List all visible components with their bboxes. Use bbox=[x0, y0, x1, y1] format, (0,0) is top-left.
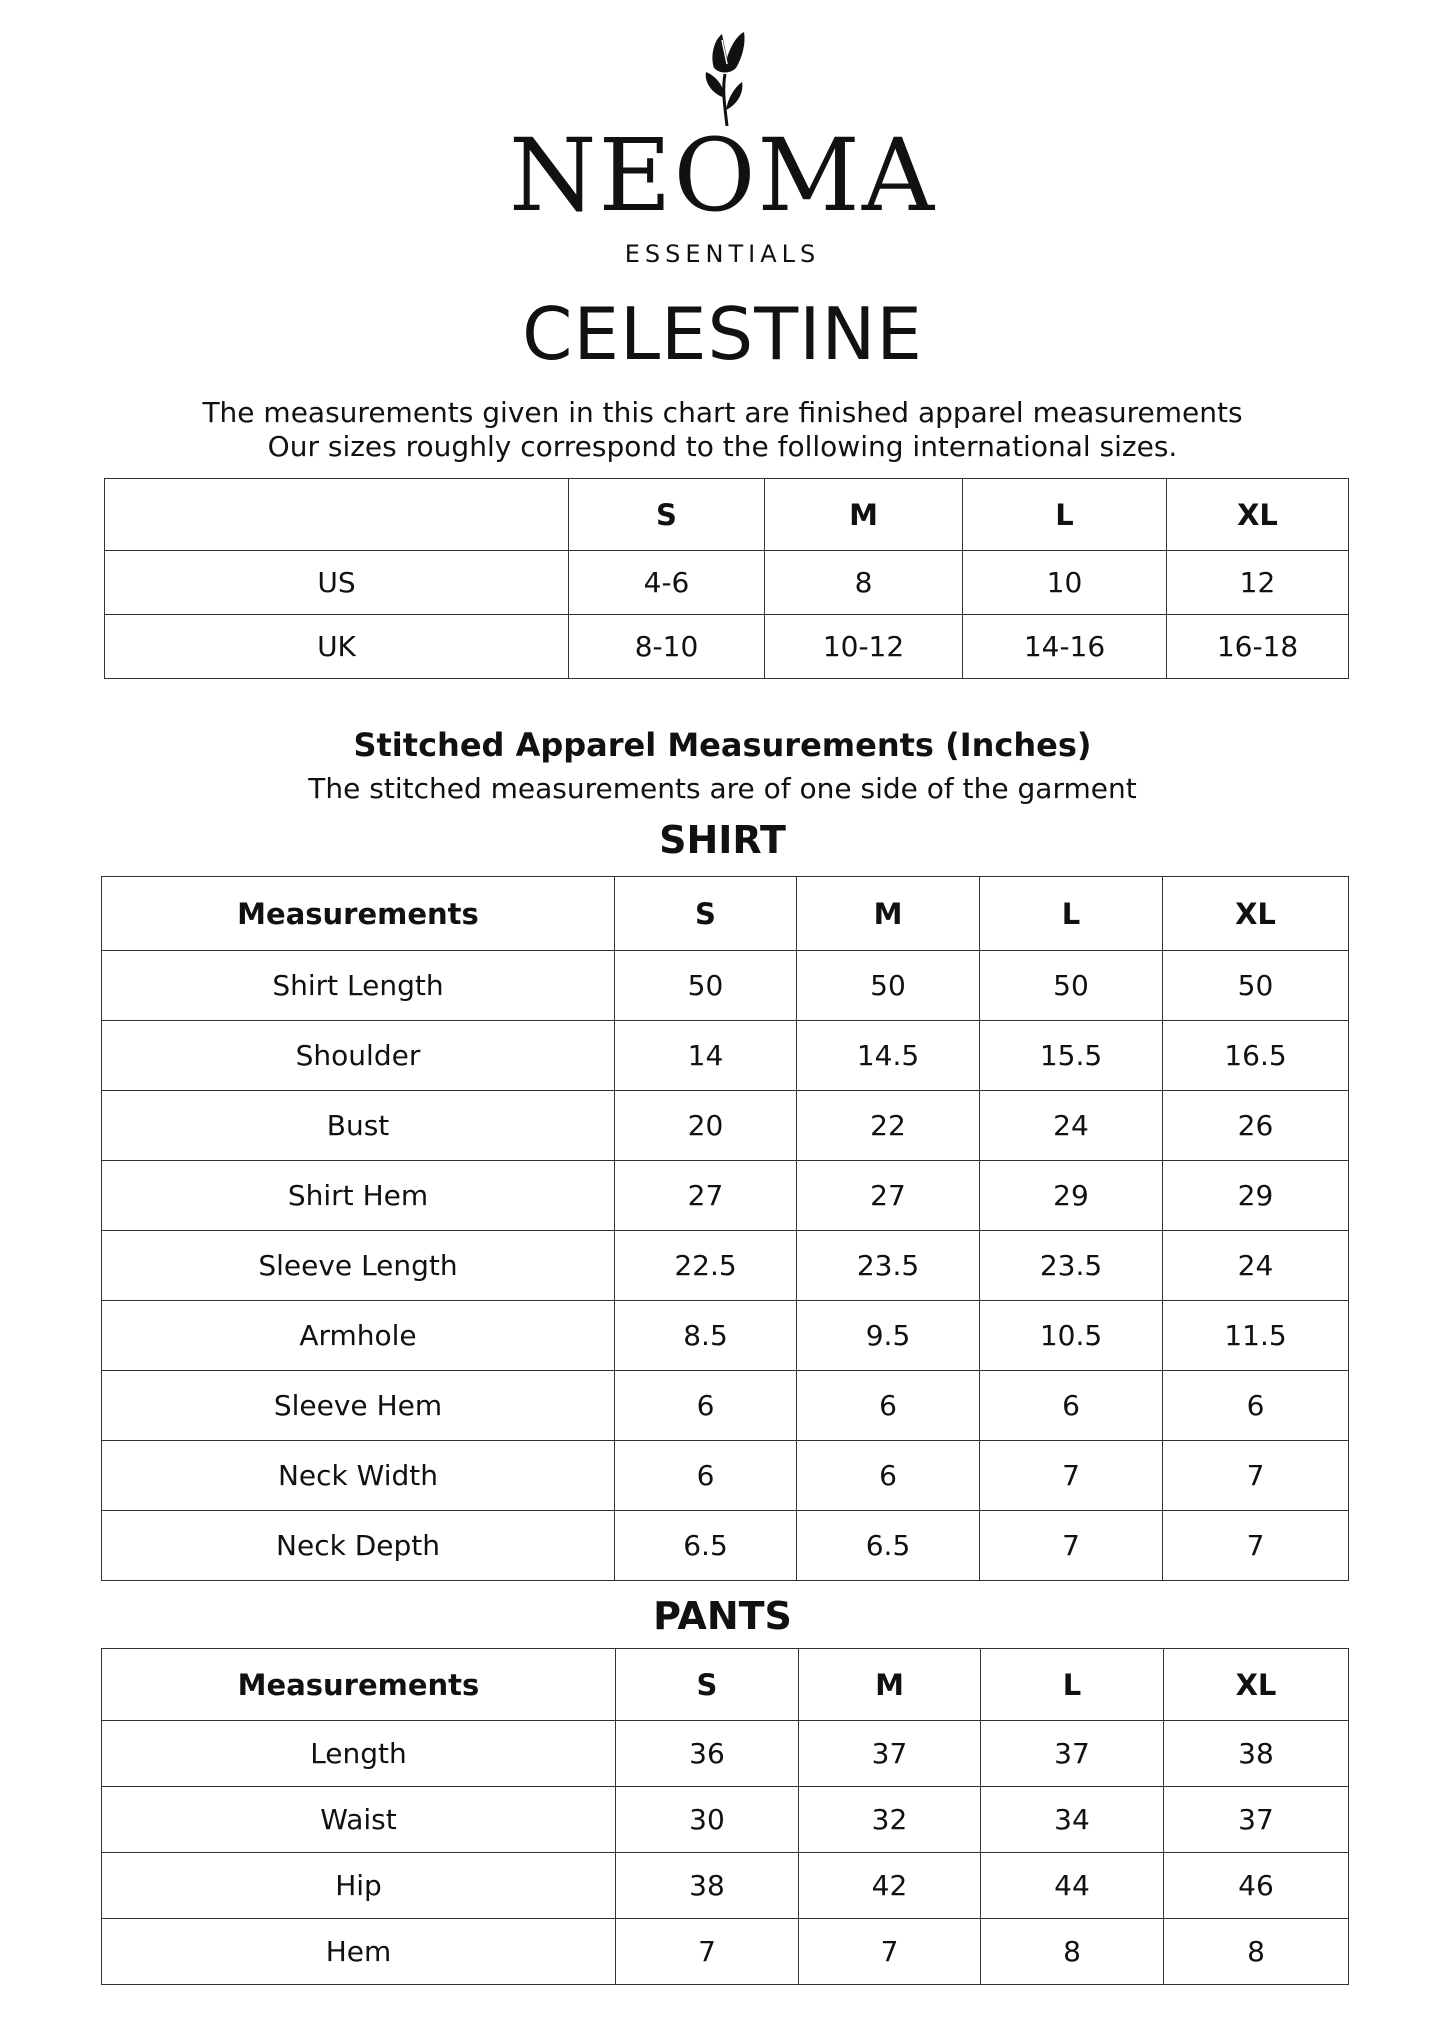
table-row bbox=[102, 1511, 1349, 1581]
table-row bbox=[102, 1919, 1349, 1985]
value-cell: 4-6 bbox=[569, 551, 765, 615]
value-cell: 8 bbox=[765, 551, 963, 615]
header-cell-size: S bbox=[569, 479, 765, 551]
value-cell: 7 bbox=[980, 1441, 1163, 1511]
value-cell: 27 bbox=[797, 1161, 980, 1231]
value-cell: 11.5 bbox=[1163, 1301, 1349, 1371]
table-row bbox=[102, 1231, 1349, 1301]
shirt-heading: SHIRT bbox=[659, 818, 786, 862]
value-cell: 29 bbox=[1163, 1161, 1349, 1231]
value-cell: 8 bbox=[981, 1919, 1164, 1985]
value-cell: 6 bbox=[797, 1371, 980, 1441]
value-cell: 7 bbox=[799, 1919, 981, 1985]
table-header-row bbox=[102, 1649, 1349, 1721]
row-label-cell: Neck Depth bbox=[102, 1511, 615, 1581]
row-label-cell: US bbox=[105, 551, 569, 615]
value-cell: 8 bbox=[1164, 1919, 1349, 1985]
value-cell: 6 bbox=[980, 1371, 1163, 1441]
table-row bbox=[102, 1371, 1349, 1441]
value-cell: 50 bbox=[980, 951, 1163, 1021]
header-cell-size: XL bbox=[1163, 877, 1349, 951]
value-cell: 38 bbox=[1164, 1721, 1349, 1787]
header-cell-size: S bbox=[615, 877, 797, 951]
header-cell-label: Measurements bbox=[102, 877, 615, 951]
row-label-cell: Neck Width bbox=[102, 1441, 615, 1511]
table-row bbox=[102, 1721, 1349, 1787]
tulip-icon bbox=[692, 28, 762, 130]
table-row bbox=[102, 1787, 1349, 1853]
value-cell: 10-12 bbox=[765, 615, 963, 679]
table-row bbox=[102, 1091, 1349, 1161]
value-cell: 14.5 bbox=[797, 1021, 980, 1091]
intro-line-1: The measurements given in this chart are finished apparel measurements bbox=[202, 396, 1243, 429]
value-cell: 15.5 bbox=[980, 1021, 1163, 1091]
table-header-row bbox=[102, 877, 1349, 951]
shirt-measurements-table bbox=[101, 876, 1349, 1581]
page-title: CELESTINE bbox=[522, 292, 923, 376]
intro-text bbox=[0, 396, 1445, 464]
row-label-cell: Hip bbox=[102, 1853, 616, 1919]
value-cell: 14-16 bbox=[963, 615, 1167, 679]
table-row bbox=[102, 1161, 1349, 1231]
value-cell: 37 bbox=[1164, 1787, 1349, 1853]
brand-name: NEOMA bbox=[508, 117, 937, 234]
value-cell: 37 bbox=[981, 1721, 1164, 1787]
international-size-table bbox=[104, 478, 1349, 679]
table-row bbox=[105, 551, 1349, 615]
row-label-cell: Sleeve Length bbox=[102, 1231, 615, 1301]
value-cell: 23.5 bbox=[980, 1231, 1163, 1301]
row-label-cell: Waist bbox=[102, 1787, 616, 1853]
value-cell: 8.5 bbox=[615, 1301, 797, 1371]
value-cell: 9.5 bbox=[797, 1301, 980, 1371]
value-cell: 50 bbox=[1163, 951, 1349, 1021]
value-cell: 30 bbox=[616, 1787, 799, 1853]
pants-heading: PANTS bbox=[653, 1594, 792, 1638]
value-cell: 27 bbox=[615, 1161, 797, 1231]
value-cell: 6.5 bbox=[615, 1511, 797, 1581]
value-cell: 38 bbox=[616, 1853, 799, 1919]
value-cell: 22.5 bbox=[615, 1231, 797, 1301]
value-cell: 44 bbox=[981, 1853, 1164, 1919]
value-cell: 6 bbox=[615, 1371, 797, 1441]
row-label-cell: Hem bbox=[102, 1919, 616, 1985]
header-cell-size: L bbox=[980, 877, 1163, 951]
value-cell: 50 bbox=[615, 951, 797, 1021]
row-label-cell: UK bbox=[105, 615, 569, 679]
table-row bbox=[102, 1853, 1349, 1919]
value-cell: 20 bbox=[615, 1091, 797, 1161]
value-cell: 50 bbox=[797, 951, 980, 1021]
value-cell: 34 bbox=[981, 1787, 1164, 1853]
value-cell: 42 bbox=[799, 1853, 981, 1919]
stitched-heading: Stitched Apparel Measurements (Inches) bbox=[353, 726, 1092, 764]
value-cell: 37 bbox=[799, 1721, 981, 1787]
row-label-cell: Sleeve Hem bbox=[102, 1371, 615, 1441]
value-cell: 6 bbox=[1163, 1371, 1349, 1441]
header-cell-size: XL bbox=[1164, 1649, 1349, 1721]
value-cell: 7 bbox=[1163, 1441, 1349, 1511]
header-cell-size: M bbox=[799, 1649, 981, 1721]
value-cell: 46 bbox=[1164, 1853, 1349, 1919]
value-cell: 32 bbox=[799, 1787, 981, 1853]
value-cell: 7 bbox=[1163, 1511, 1349, 1581]
header-cell-size: L bbox=[963, 479, 1167, 551]
row-label-cell: Armhole bbox=[102, 1301, 615, 1371]
value-cell: 24 bbox=[980, 1091, 1163, 1161]
table-row bbox=[102, 1301, 1349, 1371]
table-row bbox=[102, 1441, 1349, 1511]
value-cell: 29 bbox=[980, 1161, 1163, 1231]
header-cell-size: XL bbox=[1167, 479, 1349, 551]
value-cell: 14 bbox=[615, 1021, 797, 1091]
header-cell-size: L bbox=[981, 1649, 1164, 1721]
stitched-note: The stitched measurements are of one side of the garment bbox=[308, 772, 1137, 805]
value-cell: 23.5 bbox=[797, 1231, 980, 1301]
value-cell: 6 bbox=[615, 1441, 797, 1511]
row-label-cell: Shirt Hem bbox=[102, 1161, 615, 1231]
table-header-row bbox=[105, 479, 1349, 551]
table-row bbox=[102, 1021, 1349, 1091]
row-label-cell: Shoulder bbox=[102, 1021, 615, 1091]
value-cell: 10.5 bbox=[980, 1301, 1163, 1371]
table-row bbox=[105, 615, 1349, 679]
value-cell: 16.5 bbox=[1163, 1021, 1349, 1091]
value-cell: 10 bbox=[963, 551, 1167, 615]
value-cell: 22 bbox=[797, 1091, 980, 1161]
table-row bbox=[102, 951, 1349, 1021]
value-cell: 16-18 bbox=[1167, 615, 1349, 679]
value-cell: 24 bbox=[1163, 1231, 1349, 1301]
header-cell-size: M bbox=[797, 877, 980, 951]
value-cell: 36 bbox=[616, 1721, 799, 1787]
value-cell: 8-10 bbox=[569, 615, 765, 679]
header-cell-size: S bbox=[616, 1649, 799, 1721]
value-cell: 6 bbox=[797, 1441, 980, 1511]
value-cell: 6.5 bbox=[797, 1511, 980, 1581]
brand-tagline: ESSENTIALS bbox=[624, 240, 821, 268]
value-cell: 7 bbox=[980, 1511, 1163, 1581]
intro-line-2: Our sizes roughly correspond to the following international sizes. bbox=[267, 430, 1178, 463]
row-label-cell: Length bbox=[102, 1721, 616, 1787]
row-label-cell: Shirt Length bbox=[102, 951, 615, 1021]
value-cell: 12 bbox=[1167, 551, 1349, 615]
value-cell: 7 bbox=[616, 1919, 799, 1985]
header-cell-label: Measurements bbox=[102, 1649, 616, 1721]
pants-measurements-table bbox=[101, 1648, 1349, 1985]
row-label-cell: Bust bbox=[102, 1091, 615, 1161]
header-cell-label bbox=[105, 479, 569, 551]
value-cell: 26 bbox=[1163, 1091, 1349, 1161]
header-cell-size: M bbox=[765, 479, 963, 551]
